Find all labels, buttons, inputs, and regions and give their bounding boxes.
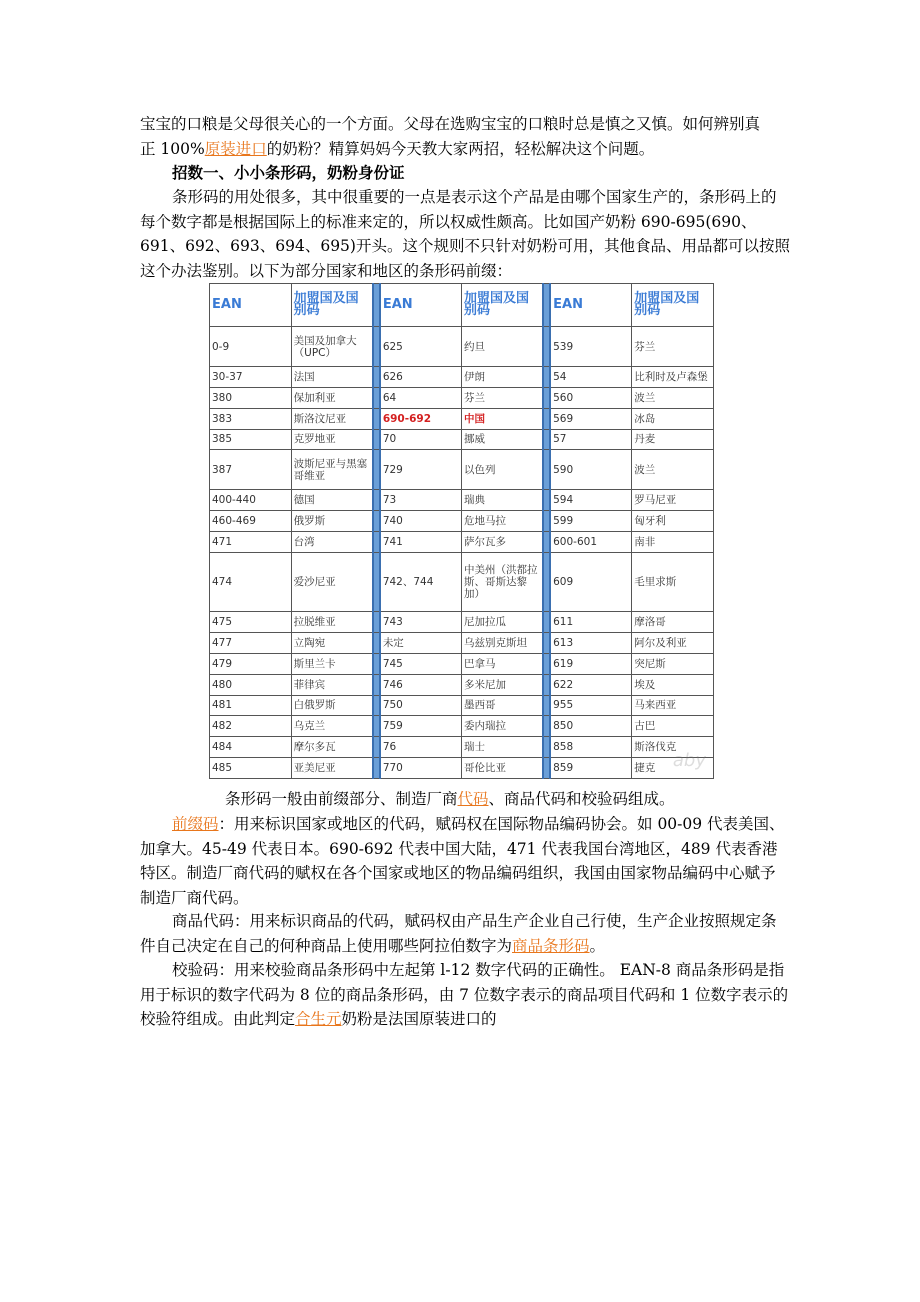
ean-code-cell: 484: [210, 737, 292, 758]
country-cell: 美国及加拿大（UPC）: [291, 327, 373, 367]
country-cell: 俄罗斯: [291, 511, 373, 532]
prefix-code-paragraph: [140, 812, 790, 910]
caption-suffix: 、商品代码和校验码组成。: [488, 790, 675, 808]
link-product-barcode[interactable]: 商品条形码: [512, 936, 590, 955]
column-separator: [373, 552, 380, 611]
table-row: [210, 490, 714, 511]
column-separator: [543, 532, 550, 553]
ean-code-cell: 690-692: [380, 408, 462, 429]
country-cell: 波兰: [632, 387, 714, 408]
watermark: aby: [672, 750, 706, 771]
country-cell: 拉脱维亚: [291, 612, 373, 633]
ean-code-cell: 569: [550, 408, 632, 429]
country-cell: 德国: [291, 490, 373, 511]
ean-code-cell: 759: [380, 716, 462, 737]
check-digit-paragraph: [140, 958, 790, 1032]
ean-code-cell: 599: [550, 511, 632, 532]
header-country-1: 加盟国及国别码: [291, 284, 373, 327]
ean-code-cell: 858: [550, 737, 632, 758]
ean-code-cell: 619: [550, 653, 632, 674]
ean-code-cell: 479: [210, 653, 292, 674]
ean-code-cell: 729: [380, 450, 462, 490]
table-header-row: [210, 284, 714, 327]
ean-code-cell: 76: [380, 737, 462, 758]
table-row: [210, 633, 714, 654]
ean-code-cell: 850: [550, 716, 632, 737]
table-row: [210, 758, 714, 779]
column-separator: [543, 737, 550, 758]
check-digit-end: 奶粉是法国原装进口的: [341, 1010, 497, 1028]
ean-code-cell: 746: [380, 674, 462, 695]
ean-code-cell: 30-37: [210, 367, 292, 388]
ean-code-cell: 380: [210, 387, 292, 408]
column-separator: [543, 633, 550, 654]
column-separator: [543, 695, 550, 716]
ean-code-cell: 600-601: [550, 532, 632, 553]
country-cell: 以色列: [461, 450, 543, 490]
link-code[interactable]: 代码: [457, 790, 489, 808]
country-cell: 保加利亚: [291, 387, 373, 408]
column-separator: [373, 490, 380, 511]
ean-code-cell: 611: [550, 612, 632, 633]
country-cell: 波兰: [632, 450, 714, 490]
table-row: [210, 367, 714, 388]
country-cell: 波斯尼亚与黑塞哥维亚: [291, 450, 373, 490]
country-cell: 法国: [291, 367, 373, 388]
column-separator: [373, 532, 380, 553]
column-separator: [373, 758, 380, 779]
table-row: [210, 429, 714, 450]
ean-code-cell: 594: [550, 490, 632, 511]
country-cell: 瑞典: [461, 490, 543, 511]
country-cell: 台湾: [291, 532, 373, 553]
country-cell: 亚美尼亚: [291, 758, 373, 779]
column-separator: [543, 552, 550, 611]
country-cell: 芬兰: [461, 387, 543, 408]
country-cell: 斯洛伐克: [632, 737, 714, 758]
country-cell: 巴拿马: [461, 653, 543, 674]
column-separator: [373, 674, 380, 695]
table-row: [210, 327, 714, 367]
country-cell: 毛里求斯: [632, 552, 714, 611]
column-separator: [543, 450, 550, 490]
table-row: [210, 532, 714, 553]
ean-code-cell: 未定: [380, 633, 462, 654]
column-separator: [543, 612, 550, 633]
ean-code-cell: 475: [210, 612, 292, 633]
product-code-end: 。: [589, 936, 606, 955]
country-cell: 马来西亚: [632, 695, 714, 716]
ean-code-cell: 385: [210, 429, 292, 450]
table-row: [210, 695, 714, 716]
table-row: [210, 387, 714, 408]
intro-paragraph: [140, 112, 790, 161]
column-separator: [543, 511, 550, 532]
product-code-text: 商品代码：用来标识商品的代码，赋码权由产品生产企业自己行使，生产企业按照规定条件自己决定在自己的何种商品上使用哪些阿拉伯数字为: [140, 912, 777, 955]
column-separator: [373, 327, 380, 367]
table-row: [210, 737, 714, 758]
country-cell: 挪威: [461, 429, 543, 450]
column-separator: [373, 737, 380, 758]
country-cell: 约旦: [461, 327, 543, 367]
ean-code-cell: 54: [550, 367, 632, 388]
ean-code-cell: 480: [210, 674, 292, 695]
section-heading: 招数一、小小条形码，奶粉身份证: [172, 163, 405, 182]
ean-code-cell: 590: [550, 450, 632, 490]
country-cell: 瑞士: [461, 737, 543, 758]
country-cell: 罗马尼亚: [632, 490, 714, 511]
country-cell: 墨西哥: [461, 695, 543, 716]
column-separator: [543, 653, 550, 674]
ean-code-cell: 474: [210, 552, 292, 611]
ean-code-cell: 741: [380, 532, 462, 553]
country-cell: 伊朗: [461, 367, 543, 388]
link-original-import[interactable]: 原装进口: [204, 139, 267, 158]
country-cell: 芬兰: [632, 327, 714, 367]
country-cell: 菲律宾: [291, 674, 373, 695]
country-cell: 哥伦比亚: [461, 758, 543, 779]
country-cell: 摩洛哥: [632, 612, 714, 633]
ean-prefix-table: [209, 283, 714, 779]
column-separator: [373, 716, 380, 737]
ean-code-cell: 770: [380, 758, 462, 779]
ean-code-cell: 481: [210, 695, 292, 716]
check-digit-text: 校验码：用来校验商品条形码中左起第 l-12 数字代码的正确性。 EAN-8 商品条形码是指用于标识的数字代码为 8 位的商品条形码，由 7 位数字表示的商品项目代码和 1 位数字表示的校验符组成。由此判定: [140, 961, 789, 1028]
ean-code-cell: 400-440: [210, 490, 292, 511]
table-row: [210, 612, 714, 633]
ean-code-cell: 383: [210, 408, 292, 429]
country-cell: 南非: [632, 532, 714, 553]
country-cell: 埃及: [632, 674, 714, 695]
column-separator: [543, 758, 550, 779]
column-separator: [373, 633, 380, 654]
country-cell: 立陶宛: [291, 633, 373, 654]
country-cell: 斯里兰卡: [291, 653, 373, 674]
ean-code-cell: 73: [380, 490, 462, 511]
country-cell: 古巴: [632, 716, 714, 737]
header-ean-3: EAN: [550, 284, 632, 327]
ean-code-cell: 626: [380, 367, 462, 388]
product-code-paragraph: [140, 909, 790, 958]
table-row: [210, 552, 714, 611]
ean-code-cell: 387: [210, 450, 292, 490]
ean-code-cell: 460-469: [210, 511, 292, 532]
ean-code-cell: 560: [550, 387, 632, 408]
column-separator: [373, 653, 380, 674]
header-country-2: 加盟国及国别码: [461, 284, 543, 327]
country-cell: 斯洛汶尼亚: [291, 408, 373, 429]
country-cell: 乌克兰: [291, 716, 373, 737]
column-separator: [373, 408, 380, 429]
intro-line-2-prefix: 正 100%: [140, 139, 205, 158]
column-separator: [373, 429, 380, 450]
ean-code-cell: 0-9: [210, 327, 292, 367]
country-cell: 中美州（洪都拉斯、哥斯达黎加）: [461, 552, 543, 611]
header-ean-2: EAN: [380, 284, 462, 327]
link-prefix-code[interactable]: 前缀码: [172, 815, 219, 833]
country-cell: 克罗地亚: [291, 429, 373, 450]
ean-code-cell: 745: [380, 653, 462, 674]
ean-code-cell: 742、744: [380, 552, 462, 611]
table-row: [210, 408, 714, 429]
country-cell: 丹麦: [632, 429, 714, 450]
table-row: [210, 674, 714, 695]
country-cell: 尼加拉瓜: [461, 612, 543, 633]
column-separator: [373, 695, 380, 716]
column-separator: [543, 716, 550, 737]
column-separator: [373, 367, 380, 388]
country-cell: 萨尔瓦多: [461, 532, 543, 553]
column-separator: [373, 387, 380, 408]
ean-code-cell: 64: [380, 387, 462, 408]
column-separator: [373, 511, 380, 532]
ean-code-cell: 750: [380, 695, 462, 716]
ean-code-cell: 955: [550, 695, 632, 716]
ean-code-cell: 622: [550, 674, 632, 695]
column-separator: [543, 284, 550, 327]
column-separator: [543, 490, 550, 511]
ean-code-cell: 485: [210, 758, 292, 779]
country-cell: 多米尼加: [461, 674, 543, 695]
column-separator: [543, 387, 550, 408]
ean-code-cell: 70: [380, 429, 462, 450]
country-cell: 摩尔多瓦: [291, 737, 373, 758]
header-country-3: 加盟国及国别码: [632, 284, 714, 327]
prefix-code-text: ：用来标识国家或地区的代码，赋码权在国际物品编码协会。如 00-09 代表美国、加拿大。45-49 代表日本。690-692 代表中国大陆，471 代表我国台湾地区，489 代表香港特区。制造厂商代码的赋权在各个国家或地区的物品编码组织，我国由国家物品编码中心赋予制造厂商代码。: [140, 815, 785, 907]
ean-code-cell: 609: [550, 552, 632, 611]
intro-line-2-suffix: 的奶粉？精算妈妈今天教大家两招，轻松解决这个问题。: [266, 139, 655, 158]
table-row: [210, 653, 714, 674]
ean-code-cell: 859: [550, 758, 632, 779]
ean-code-cell: 743: [380, 612, 462, 633]
ean-code-cell: 539: [550, 327, 632, 367]
caption-prefix: 条形码一般由前缀部分、制造厂商: [225, 790, 458, 808]
country-cell: 白俄罗斯: [291, 695, 373, 716]
column-separator: [543, 367, 550, 388]
column-separator: [543, 327, 550, 367]
country-cell: 突尼斯: [632, 653, 714, 674]
table-row: [210, 716, 714, 737]
header-ean-1: EAN: [210, 284, 292, 327]
country-cell: 危地马拉: [461, 511, 543, 532]
ean-prefix-table-image: [209, 283, 714, 779]
barcode-composition-caption: [225, 787, 675, 811]
ean-code-cell: 740: [380, 511, 462, 532]
country-cell: 冰岛: [632, 408, 714, 429]
ean-code-cell: 57: [550, 429, 632, 450]
ean-code-cell: 613: [550, 633, 632, 654]
column-separator: [373, 450, 380, 490]
table-row: [210, 511, 714, 532]
country-cell: 中国: [461, 408, 543, 429]
ean-code-cell: 625: [380, 327, 462, 367]
country-cell: 捷克: [632, 758, 714, 779]
column-separator: [543, 408, 550, 429]
barcode-intro-paragraph: 条形码的用处很多，其中很重要的一点是表示这个产品是由哪个国家生产的，条形码上的每个数字都是根据国际上的标准来定的，所以权威性颇高。比如国产奶粉 690-695(690、691、692、693、694、695)开头。这个规则不只针对奶粉可用，其他食品、用品都可以按照这个办法鉴别。以下为部分国家和地区的条形码前缀：: [140, 188, 790, 280]
table-row: [210, 450, 714, 490]
country-cell: 乌兹别克斯坦: [461, 633, 543, 654]
ean-code-cell: 482: [210, 716, 292, 737]
column-separator: [543, 429, 550, 450]
country-cell: 匈牙利: [632, 511, 714, 532]
country-cell: 爱沙尼亚: [291, 552, 373, 611]
ean-code-cell: 471: [210, 532, 292, 553]
country-cell: 比利时及卢森堡: [632, 367, 714, 388]
column-separator: [373, 612, 380, 633]
ean-code-cell: 477: [210, 633, 292, 654]
column-separator: [543, 674, 550, 695]
column-separator: [373, 284, 380, 327]
country-cell: 委内瑞拉: [461, 716, 543, 737]
country-cell: 阿尔及利亚: [632, 633, 714, 654]
intro-line-1: 宝宝的口粮是父母很关心的一个方面。父母在选购宝宝的口粮时总是慎之又慎。如何辨别真: [140, 115, 761, 133]
link-biostime[interactable]: 合生元: [295, 1010, 342, 1028]
